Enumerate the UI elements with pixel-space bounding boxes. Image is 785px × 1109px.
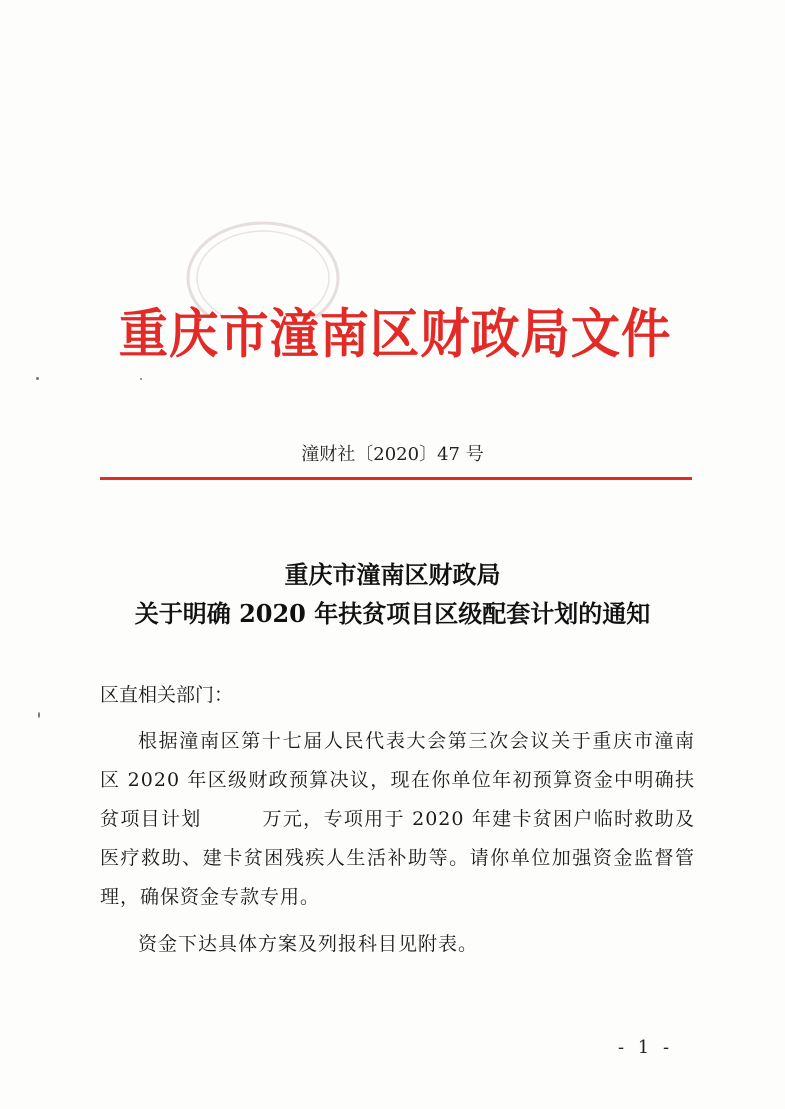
page-number: - 1 - [618, 1037, 674, 1058]
body-paragraph-2: 资金下达具体方案及列报科目见附表。 [138, 933, 479, 955]
red-divider-line [100, 477, 692, 480]
masthead-title: 重庆市潼南区财政局文件 [118, 304, 672, 365]
notice-title-line-1: 重庆市潼南区财政局 [284, 560, 501, 589]
scan-speck [38, 712, 40, 718]
scan-speck [36, 377, 39, 380]
scan-speck [140, 378, 142, 380]
notice-title-line-2: 关于明确 2020 年扶贫项目区级配套计划的通知 [134, 599, 651, 628]
document-number: 潼财社〔2020〕47 号 [301, 444, 484, 465]
salutation: 区直相关部门： [100, 684, 234, 706]
body-paragraph-1: 根据潼南区第十七届人民代表大会第三次会议关于重庆市潼南区 2020 年区级财政预算决议，现在你单位年初预算资金中明确扶贫项目计划 万元，专项用于 2020 年建卡贫困户临时救助及医疗救助、建卡贫困残疾人生活补助等。请你单位加强资金监督管理，确保资金专款专用。 [100, 730, 695, 908]
